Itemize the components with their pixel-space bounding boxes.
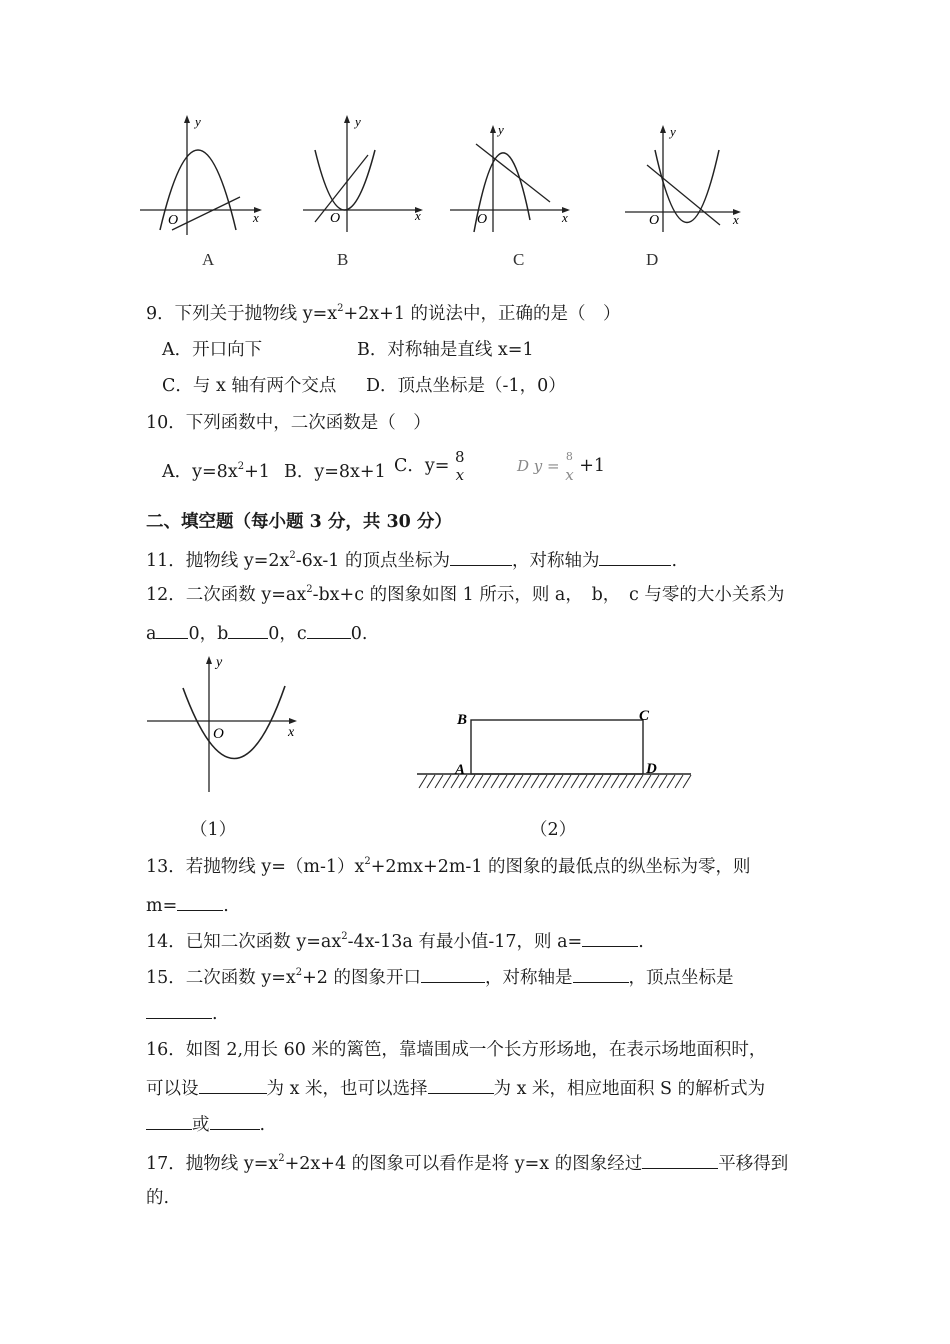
q15-line2: . [146,1000,218,1026]
graph-a-figure [140,110,270,240]
svg-text:O: O [168,213,179,228]
q15-blank-axis[interactable] [573,964,629,983]
q12-blank-a[interactable] [156,620,188,639]
svg-text:O: O [213,726,224,742]
figure-2-caption: （2） [530,820,577,840]
q10-c-fraction: 8 x [455,448,465,484]
figure-2 [415,700,695,800]
graph-a-label: A [202,250,215,269]
q16-line1: 16．如图 2,用长 60 米的篱笆，靠墙围成一个长方形场地，在表示场地面积时， [146,1040,767,1060]
graph-d-figure [625,120,755,250]
q12-blank-b[interactable] [228,620,268,639]
q16-blank-var1[interactable] [199,1075,267,1094]
svg-text:y: y [498,122,504,137]
q14-blank-a[interactable] [582,928,638,947]
section-2-heading: 二、填空题（每小题 3 分，共 30 分） [146,512,452,532]
q14: 14．已知二次函数 $y=ax^2-4x-13a$ 有最小值-17，则 a= . [146,928,644,954]
svg-text:y: y [216,655,223,670]
q9-option-d: D．顶点坐标是（-1，0） [366,376,566,396]
svg-text:O: O [330,211,341,226]
q12-line1: 12．二次函数 $y=ax^2-bx+c$ 的图象如图 1 所示，则 a， b， c 与零的大小关系为 [146,584,785,605]
graph-a [140,110,270,240]
figure-1 [145,650,305,800]
svg-text:O: O [477,212,488,227]
svg-text:x: x [288,725,295,740]
svg-text:x: x [733,212,739,227]
q12-blank-c[interactable] [307,620,351,639]
q10-option-a: A．$y=8x^2+1$ [162,461,270,482]
graph-c-label: C [513,250,525,269]
graph-c-figure [450,120,580,250]
graph-d [625,120,755,250]
q16-line2: 可以设 为 x 米，也可以选择 为 x 米，相应地面积 S 的解析式为 [146,1075,765,1101]
q9-option-a: A．开口向下 [162,340,263,360]
q16-blank-expr2[interactable] [210,1111,260,1130]
svg-text:A: A [455,762,466,778]
q9-stem: 9．下列关于抛物线 $y=x^2+2x+1$ 的说法中，正确的是（ ） [146,303,621,324]
svg-text:C: C [639,708,650,724]
graph-b [303,110,433,240]
svg-text:x: x [415,208,421,223]
graph-b-label: B [337,250,349,269]
q11-blank-vertex[interactable] [450,547,512,566]
svg-text:y: y [355,114,361,129]
q13-line1: 13．若抛物线 $y=(m-1)x^2+2mx+2m-1$ 的图象的最低点的纵坐标为零，则 [146,856,751,877]
svg-text:y: y [195,114,201,129]
q13-blank-m[interactable] [177,892,223,911]
q10-option-d: D y = 8 x +1 [517,450,606,484]
q12-line2: a 0，b 0，c 0. [146,620,367,646]
q10-option-b: B．y=8x+1 [284,462,386,482]
svg-text:x: x [253,210,259,225]
q17-blank-translation[interactable] [642,1150,718,1169]
q13-line2: m= . [146,892,229,918]
q17-line1: 17．抛物线 $y=x^2+2x+4$ 的图象可以看作是将 y=x 的图象经过 平移得到 [146,1150,788,1176]
q16-blank-expr1[interactable] [146,1111,192,1130]
q17-line2: 的. [146,1188,170,1208]
q9-option-c: C．与 x 轴有两个交点 [162,376,337,396]
q16-line3: 或 . [146,1111,265,1137]
svg-text:D: D [646,761,657,777]
q16-blank-var2[interactable] [428,1075,494,1094]
q10-stem: 10．下列函数中，二次函数是（ ） [146,413,431,433]
q15-blank-opening[interactable] [421,964,485,983]
svg-text:x: x [562,210,568,225]
q10-d-fraction: 8 x [565,450,574,484]
graph-d-label: D [646,250,659,269]
figure-1-caption: （1） [190,820,237,840]
graph-c [450,120,580,250]
svg-text:y: y [670,124,676,139]
q15-blank-vertex[interactable] [146,1000,212,1019]
graph-b-figure [303,110,433,240]
figure-2-rectangle [415,700,695,800]
svg-text:B: B [457,712,468,728]
svg-text:O: O [649,213,660,228]
q15-line1: 15．二次函数 $y=x^2+2$ 的图象开口 ，对称轴是 ，顶点坐标是 [146,964,734,990]
q11-blank-axis[interactable] [599,547,671,566]
figure-1-parabola [145,650,305,800]
q11: 11．抛物线 $y=2x^2-6x-1$ 的顶点坐标为 ，对称轴为 . [146,547,677,573]
q10-option-c: C．y= 8 x [394,448,465,484]
q9-option-b: B．对称轴是直线 x=1 [357,340,534,360]
